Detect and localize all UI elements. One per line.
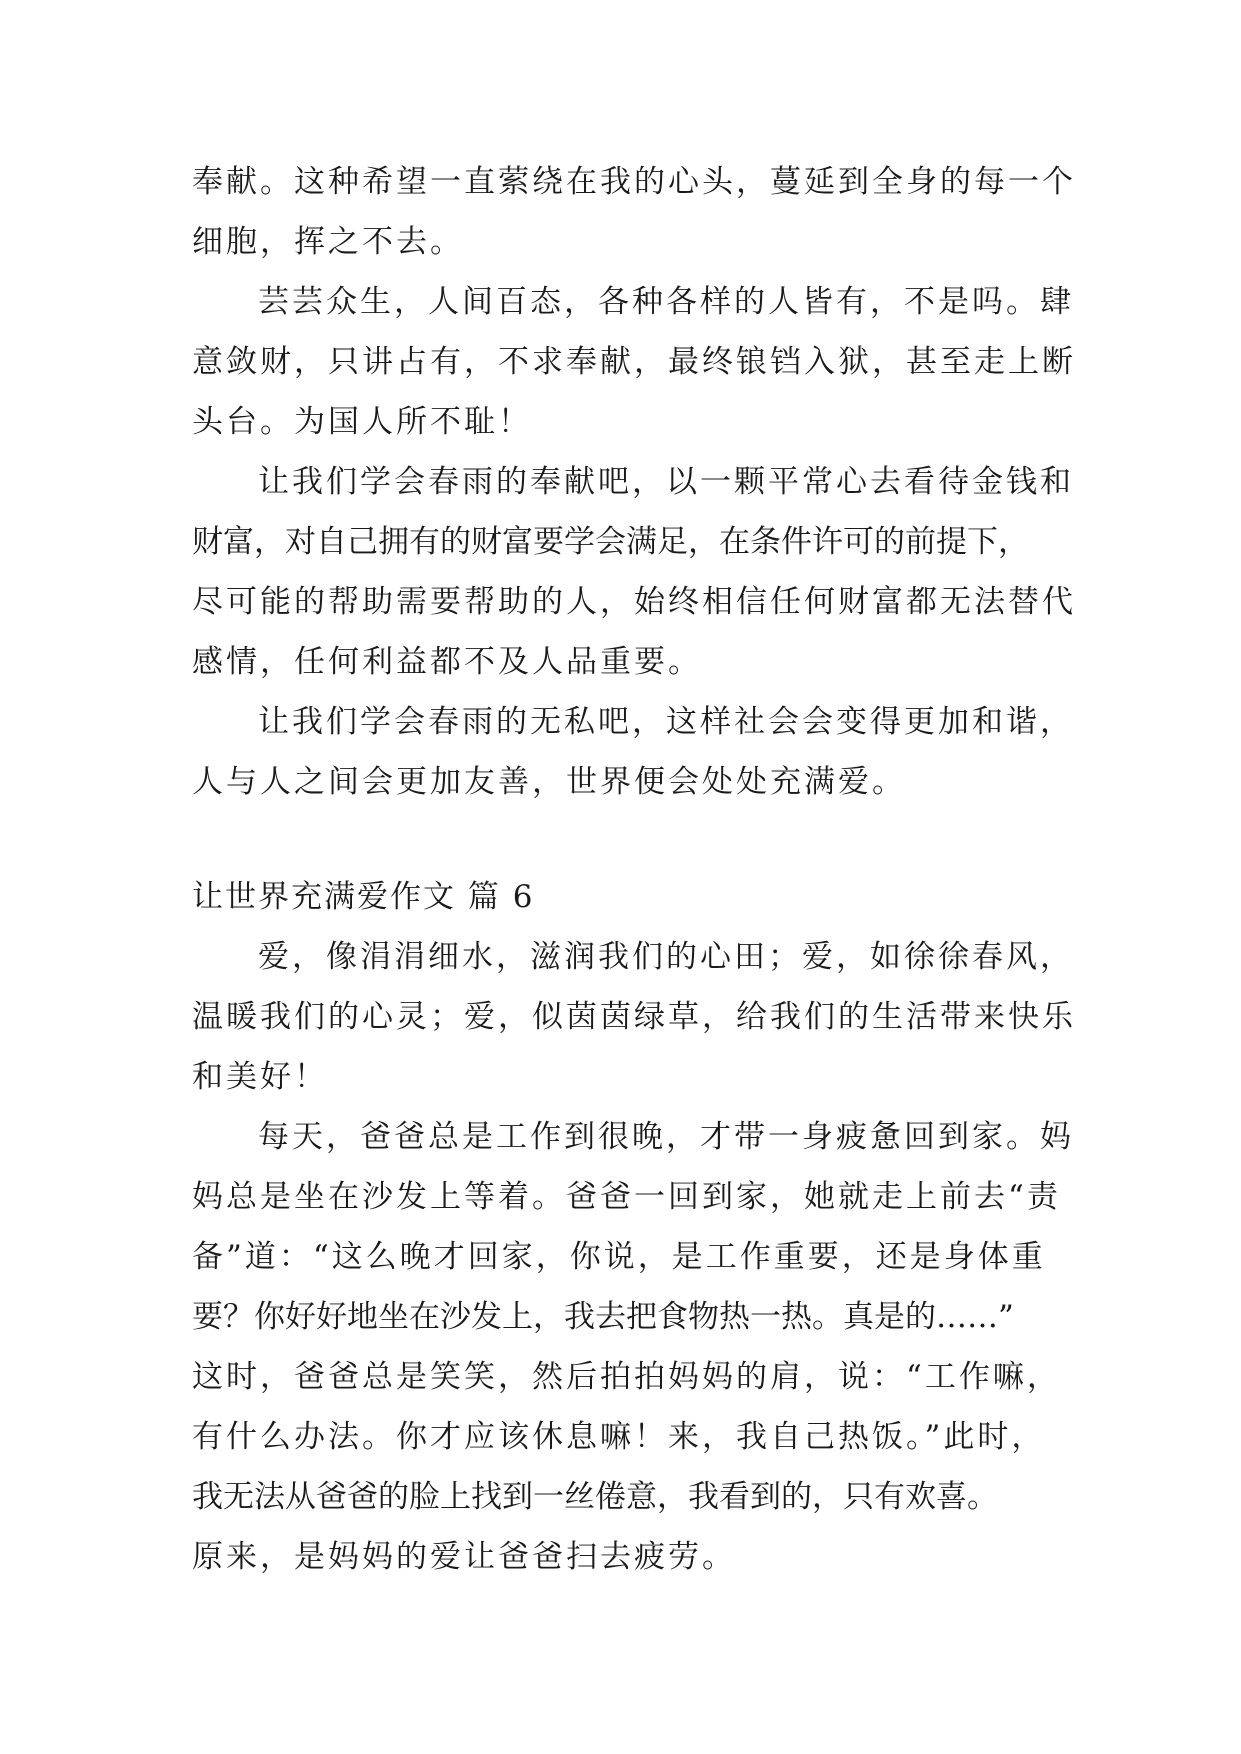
- text-line: 人与人之间会更加友善，世界便会处处充满爱。: [192, 764, 906, 800]
- paragraph: [192, 152, 1076, 272]
- text-line: 这时，爸爸总是笑笑，然后拍拍妈妈的肩，说：“工作嘛，: [192, 1359, 1061, 1395]
- text-line: 原来，是妈妈的爱让爸爸扫去疲劳。: [192, 1539, 736, 1575]
- text-line: 头台。为国人所不耻！: [192, 404, 532, 440]
- text-line: 让我们学会春雨的奉献吧，以一颗平常心去看待金钱和: [258, 464, 1074, 500]
- text-line: 要？你好好地坐在沙发上，我去把食物热一热。真是的……”: [192, 1299, 1014, 1335]
- paragraph: [192, 452, 1076, 692]
- section-spacer: [192, 812, 1072, 867]
- section-title: 让世界充满爱作文 篇 6: [192, 879, 535, 915]
- paragraph: [192, 692, 1072, 812]
- text-line: 感情，任何利益都不及人品重要。: [192, 644, 702, 680]
- text-line: 和美好！: [192, 1059, 328, 1095]
- text-line: 细胞，挥之不去。: [192, 224, 464, 260]
- text-line: 芸芸众生，人间百态，各种各样的人皆有，不是吗。肆: [258, 284, 1074, 320]
- text-line: 意敛财，只讲占有，不求奉献，最终锒铛入狱，甚至走上断: [192, 344, 1076, 380]
- text-line: 爱，像涓涓细水，滋润我们的心田；爱，如徐徐春风，: [258, 939, 1074, 975]
- paragraph: [192, 272, 1076, 452]
- text-line: 尽可能的帮助需要帮助的人，始终相信任何财富都无法替代: [192, 584, 1076, 620]
- text-line: 妈总是坐在沙发上等着。爸爸一回到家，她就走上前去“责: [192, 1179, 1061, 1215]
- text-line: 财富，对自己拥有的财富要学会满足，在条件许可的前提下，: [192, 524, 1029, 560]
- text-line: 有什么办法。你才应该休息嘛！来，我自己热饭。”此时，: [192, 1419, 1046, 1455]
- paragraph: [192, 927, 1076, 1107]
- text-line: 奉献。这种希望一直萦绕在我的心头，蔓延到全身的每一个: [192, 164, 1076, 200]
- text-line: 温暖我们的心灵；爱，似茵茵绿草，给我们的生活带来快乐: [192, 999, 1076, 1035]
- paragraph: [192, 1107, 1072, 1587]
- document-page: [192, 152, 1076, 1587]
- text-line: 让我们学会春雨的无私吧，这样社会会变得更加和谐，: [258, 704, 1074, 740]
- text-line: 我无法从爸爸的脸上找到一丝倦意，我看到的，只有欢喜。: [192, 1479, 998, 1515]
- text-line: 每天，爸爸总是工作到很晚，才带一身疲惫回到家。妈: [258, 1119, 1074, 1155]
- text-line: 备”道：“这么晚才回家，你说，是工作重要，还是身体重: [192, 1239, 1046, 1275]
